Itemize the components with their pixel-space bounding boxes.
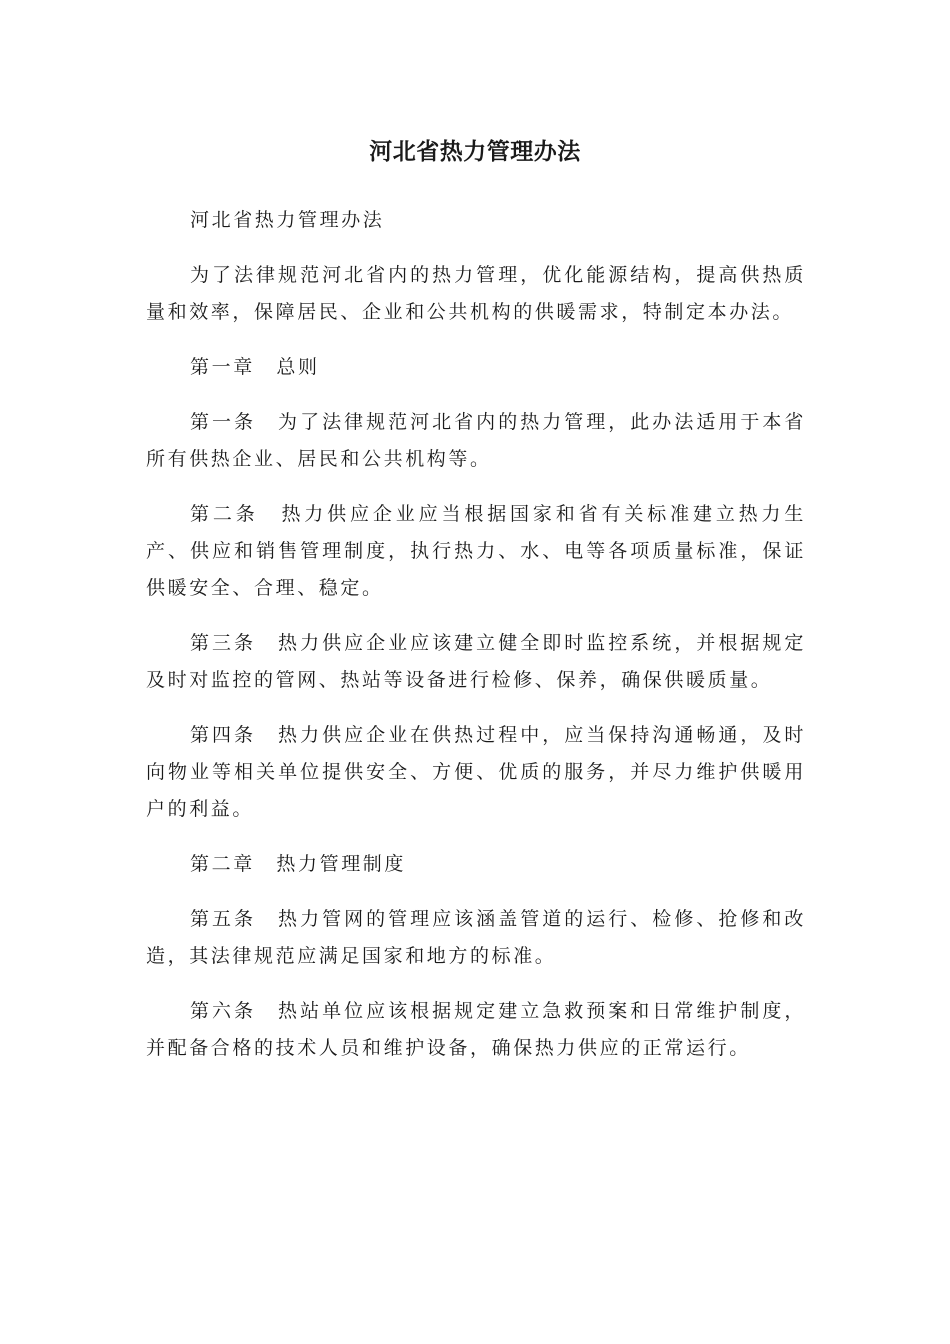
article-5: 第五条 热力管网的管理应该涵盖管道的运行、检修、抢修和改造，其法律规范应满足国家和地方的标准。 xyxy=(146,908,806,967)
document-body xyxy=(146,202,806,1085)
article-6: 第六条 热站单位应该根据规定建立急救预案和日常维护制度，并配备合格的技术人员和维护设备，确保热力供应的正常运行。 xyxy=(146,1000,806,1059)
paragraph-preamble: 为了法律规范河北省内的热力管理，优化能源结构，提高供热质量和效率，保障居民、企业和公共机构的供暖需求，特制定本办法。 xyxy=(146,264,806,323)
article-3: 第三条 热力供应企业应该建立健全即时监控系统，并根据规定及时对监控的管网、热站等设备进行检修、保养，确保供暖质量。 xyxy=(146,632,806,691)
article-4: 第四条 热力供应企业在供热过程中，应当保持沟通畅通，及时向物业等相关单位提供安全、方便、优质的服务，并尽力维护供暖用户的利益。 xyxy=(146,724,806,820)
article-1: 第一条 为了法律规范河北省内的热力管理，此办法适用于本省所有供热企业、居民和公共机构等。 xyxy=(146,411,806,470)
chapter-heading-1: 第一章 总则 xyxy=(190,356,320,378)
paragraph-subtitle: 河北省热力管理办法 xyxy=(190,209,385,231)
document-title: 河北省热力管理办法 xyxy=(369,139,581,165)
chapter-heading-2: 第二章 热力管理制度 xyxy=(190,853,407,875)
article-2: 第二条 热力供应企业应当根据国家和省有关标准建立热力生产、供应和销售管理制度，执行热力、水、电等各项质量标准，保证供暖安全、合理、稳定。 xyxy=(146,503,806,599)
